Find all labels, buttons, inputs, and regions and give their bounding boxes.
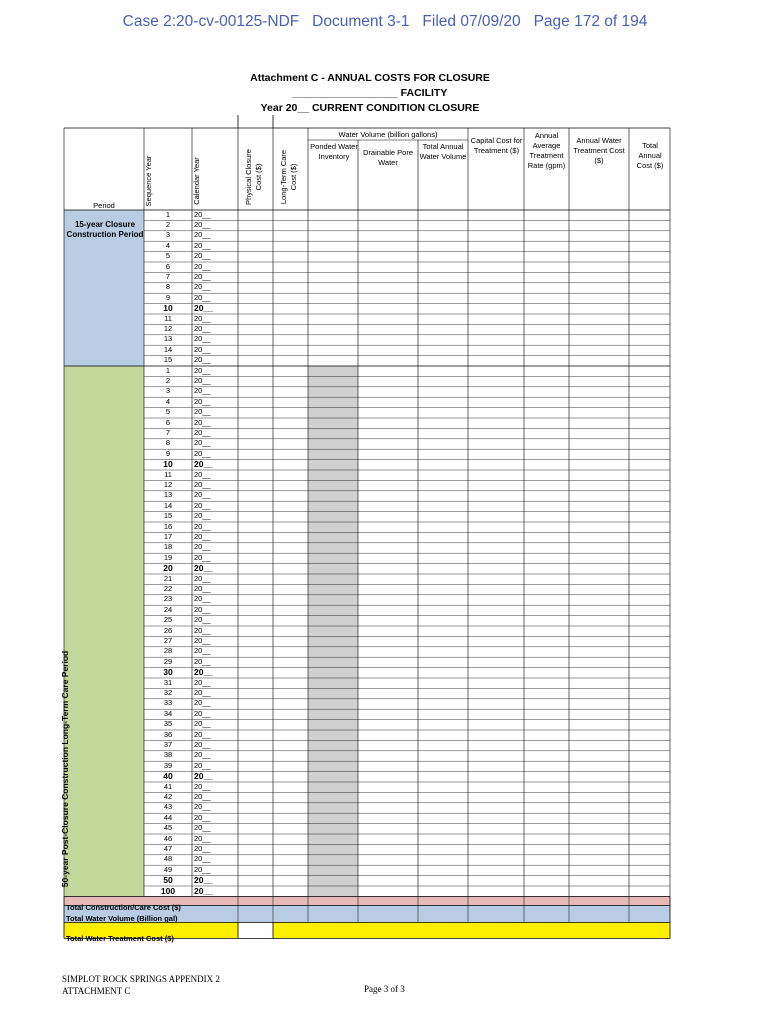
sequence-year-cell: 46 — [163, 833, 173, 843]
calendar-year-cell: 20__ — [194, 407, 211, 417]
calendar-year-cell: 20__ — [194, 531, 211, 541]
calendar-year-cell: 20__ — [194, 864, 211, 874]
capital-cost-header: Capital Cost for Treatment ($) — [470, 136, 523, 155]
calendar-year-cell: 20__ — [194, 719, 211, 729]
year-title: Year 20__ CURRENT CONDITION CLOSURE — [260, 102, 480, 114]
sequence-year-cell: 24 — [163, 604, 173, 614]
sequence-year-cell: 42 — [163, 791, 173, 801]
calendar-year-cell: 20__ — [194, 303, 213, 314]
sequence-year-cell: 38 — [163, 750, 173, 760]
sequence-year-cell: 8 — [165, 438, 171, 448]
calendar-year-cell: 20__ — [194, 771, 213, 782]
avg-treatment-rate-header: Annual Average Treatment Rate (gpm) — [527, 131, 566, 170]
calendar-year-cell: 20__ — [194, 386, 211, 396]
sequence-year-cell: 7 — [165, 271, 171, 281]
sequence-year-cell: 50 — [163, 875, 173, 886]
calendar-year-cell: 20__ — [194, 417, 211, 427]
calendar-year-cell: 20__ — [194, 635, 211, 645]
calendar-year-cell: 20__ — [194, 885, 213, 896]
sequence-year-cell: 6 — [165, 261, 171, 271]
calendar-year-cell: 20__ — [194, 459, 213, 470]
footer-appendix: SIMPLOT ROCK SPRINGS APPENDIX 2 — [62, 974, 220, 984]
total-annual-water-header: Total Annual Water Volume — [419, 142, 467, 161]
calendar-year-cell: 20__ — [194, 490, 211, 500]
sequence-year-cell: 27 — [163, 635, 173, 645]
sequence-year-cell: 9 — [165, 292, 171, 302]
sequence-year-cell: 16 — [163, 521, 173, 531]
calendar-year-cell: 20__ — [194, 511, 211, 521]
sequence-year-cell: 14 — [163, 500, 173, 510]
sequence-year-cell: 31 — [163, 677, 173, 687]
sequence-year-cell: 22 — [163, 583, 173, 593]
period-header: Period — [93, 201, 115, 210]
calendar-year-cell: 20__ — [194, 479, 211, 489]
calendar-year-cell: 20__ — [194, 823, 211, 833]
sequence-year-cell: 4 — [165, 396, 171, 406]
sequence-year-cell: 49 — [163, 864, 173, 874]
sequence-year-cell: 44 — [163, 812, 173, 822]
sequence-year-cell: 12 — [163, 323, 173, 333]
sequence-year-cell: 28 — [163, 646, 173, 656]
calendar-year-cell: 20__ — [194, 542, 211, 552]
sequence-year-cell: 17 — [163, 531, 173, 541]
calendar-year-cell: 20__ — [194, 230, 211, 240]
ltc-header-line1: Long-Term Care — [279, 149, 288, 205]
total-water-volume-label: Total Water Volume (Billion gal) — [66, 914, 178, 923]
sequence-year-cell: 45 — [163, 823, 173, 833]
calendar-year-cell: 20__ — [194, 365, 211, 375]
calendar-year-cell: 20__ — [194, 355, 211, 365]
calendar-year-cell: 20__ — [194, 251, 211, 261]
calendar-year-cell: 20__ — [194, 656, 211, 666]
footer-attachment: ATTACHMENT C — [62, 986, 131, 996]
calendar-year-cell: 20__ — [194, 677, 211, 687]
closure-period-label: 15-year Closure Construction Period — [66, 220, 144, 239]
calendar-year-cell: 20__ — [194, 282, 211, 292]
sequence-year-cell: 48 — [163, 854, 173, 864]
calendar-year-cell: 20__ — [194, 739, 211, 749]
sequence-year-cell: 26 — [163, 625, 173, 635]
calendar-year-cell: 20__ — [194, 427, 211, 437]
sequence-year-cell: 13 — [163, 334, 173, 344]
calendar-year-cell: 20__ — [194, 812, 211, 822]
sequence-year-cell: 39 — [163, 760, 173, 770]
attachment-title: Attachment C - ANNUAL COSTS FOR CLOSURE — [250, 72, 490, 84]
calendar-year-cell: 20__ — [194, 791, 211, 801]
sequence-year-cell: 5 — [165, 407, 171, 417]
sequence-year-cell: 1 — [165, 365, 171, 375]
sequence-year-cell: 9 — [165, 448, 171, 458]
sequence-year-header: Sequence Year — [144, 155, 153, 207]
sequence-year-cell: 7 — [165, 427, 171, 437]
calendar-year-cell: 20__ — [194, 563, 213, 574]
sequence-year-cell: 43 — [163, 802, 173, 812]
calendar-year-cell: 20__ — [194, 750, 211, 760]
sequence-year-cell: 30 — [163, 667, 173, 678]
annual-treatment-cost-header: Annual Water Treatment Cost ($) — [573, 136, 625, 165]
calendar-year-cell: 20__ — [194, 615, 211, 625]
case-header: Case 2:20-cv-00125-NDF Document 3-1 Filed 07/09/20 Page 172 of 194 — [122, 13, 648, 30]
calendar-year-cell: 20__ — [194, 708, 211, 718]
sequence-year-cell: 14 — [163, 344, 173, 354]
water-volume-group-header: Water Volume (billion gallons) — [338, 130, 438, 139]
footer-page-number: Page 3 of 3 — [364, 984, 405, 994]
sequence-year-cell: 47 — [163, 843, 173, 853]
calendar-year-cell: 20__ — [194, 552, 211, 562]
calendar-year-cell: 20__ — [194, 375, 211, 385]
physical-closure-header-line1: Physical Closure — [244, 149, 253, 205]
calendar-year-cell: 20__ — [194, 271, 211, 281]
calendar-year-cell: 20__ — [194, 521, 211, 531]
sequence-year-cell: 35 — [163, 719, 173, 729]
calendar-year-cell: 20__ — [194, 240, 211, 250]
post-closure-period-label: 50-year Post-Closure Construction Long-Term Care Period — [60, 650, 70, 888]
sequence-year-cell: 40 — [163, 771, 173, 782]
calendar-year-cell: 20__ — [194, 843, 211, 853]
calendar-year-cell: 20__ — [194, 583, 211, 593]
sequence-year-cell: 2 — [165, 219, 171, 229]
sequence-year-cell: 4 — [165, 240, 171, 250]
calendar-year-cell: 20__ — [194, 802, 211, 812]
sequence-year-cell: 11 — [164, 469, 172, 479]
sequence-year-cell: 25 — [163, 615, 173, 625]
sequence-year-cell: 20 — [163, 563, 173, 574]
calendar-year-cell: 20__ — [194, 313, 211, 323]
sequence-year-cell: 34 — [163, 708, 173, 718]
sequence-year-cell: 23 — [163, 594, 173, 604]
sequence-year-cell: 2 — [165, 375, 171, 385]
calendar-year-cell: 20__ — [194, 209, 211, 219]
calendar-year-cell: 20__ — [194, 323, 211, 333]
calendar-year-cell: 20__ — [194, 396, 211, 406]
calendar-year-cell: 20__ — [194, 500, 211, 510]
calendar-year-cell: 20__ — [194, 604, 211, 614]
sequence-year-cell: 11 — [164, 313, 172, 323]
calendar-year-cell: 20__ — [194, 667, 213, 678]
sequence-year-cell: 3 — [165, 386, 171, 396]
calendar-year-cell: 20__ — [194, 344, 211, 354]
calendar-year-cell: 20__ — [194, 781, 211, 791]
calendar-year-header: Calendar Year — [192, 157, 201, 205]
sequence-year-cell: 29 — [163, 656, 173, 666]
calendar-year-cell: 20__ — [194, 646, 211, 656]
sequence-year-cell: 21 — [163, 573, 173, 583]
calendar-year-cell: 20__ — [194, 573, 211, 583]
sequence-year-cell: 33 — [163, 698, 173, 708]
ltc-header-line2: Cost ($) — [289, 163, 298, 191]
sequence-year-cell: 18 — [163, 542, 173, 552]
physical-closure-header-line2: Cost ($) — [254, 163, 263, 191]
calendar-year-cell: 20__ — [194, 438, 211, 448]
calendar-year-cell: 20__ — [194, 698, 211, 708]
calendar-year-cell: 20__ — [194, 469, 211, 479]
sequence-year-cell: 6 — [165, 417, 171, 427]
calendar-year-cell: 20__ — [194, 854, 211, 864]
sequence-year-cell: 3 — [165, 230, 171, 240]
sequence-year-cell: 12 — [163, 479, 173, 489]
sequence-year-cell: 37 — [163, 739, 173, 749]
sequence-year-cell: 32 — [163, 687, 173, 697]
sequence-year-cell: 41 — [163, 781, 173, 791]
sequence-year-cell: 10 — [163, 303, 173, 314]
ponded-water-header: Ponded Water Inventory — [310, 142, 358, 161]
calendar-year-cell: 20__ — [194, 292, 211, 302]
calendar-year-cell: 20__ — [194, 625, 211, 635]
sequence-year-cell: 10 — [163, 459, 173, 470]
total-water-treatment-label: Total Water Treatment Cost ($) — [66, 934, 174, 943]
calendar-year-cell: 20__ — [194, 687, 211, 697]
calendar-year-cell: 20__ — [194, 833, 211, 843]
calendar-year-cell: 20__ — [194, 760, 211, 770]
sequence-year-cell: 19 — [163, 552, 173, 562]
sequence-year-cell: 100 — [160, 885, 176, 896]
sequence-year-cell: 36 — [163, 729, 173, 739]
calendar-year-cell: 20__ — [194, 729, 211, 739]
sequence-year-cell: 15 — [163, 355, 173, 365]
calendar-year-cell: 20__ — [194, 448, 211, 458]
calendar-year-cell: 20__ — [194, 334, 211, 344]
sequence-year-cell: 1 — [165, 209, 171, 219]
total-construction-care-label: Total Construction/Care Cost ($) — [66, 903, 181, 912]
calendar-year-cell: 20__ — [194, 261, 211, 271]
drainable-pore-header: Drainable Pore Water — [362, 148, 414, 167]
facility-title: __________________ FACILITY — [292, 87, 448, 99]
sequence-year-cell: 15 — [163, 511, 173, 521]
calendar-year-cell: 20__ — [194, 219, 211, 229]
total-annual-cost-header: Total Annual Cost ($) — [636, 141, 664, 170]
sequence-year-cell: 8 — [165, 282, 171, 292]
sequence-year-cell: 5 — [165, 251, 171, 261]
calendar-year-cell: 20__ — [194, 594, 211, 604]
calendar-year-cell: 20__ — [194, 875, 213, 886]
sequence-year-cell: 13 — [163, 490, 173, 500]
